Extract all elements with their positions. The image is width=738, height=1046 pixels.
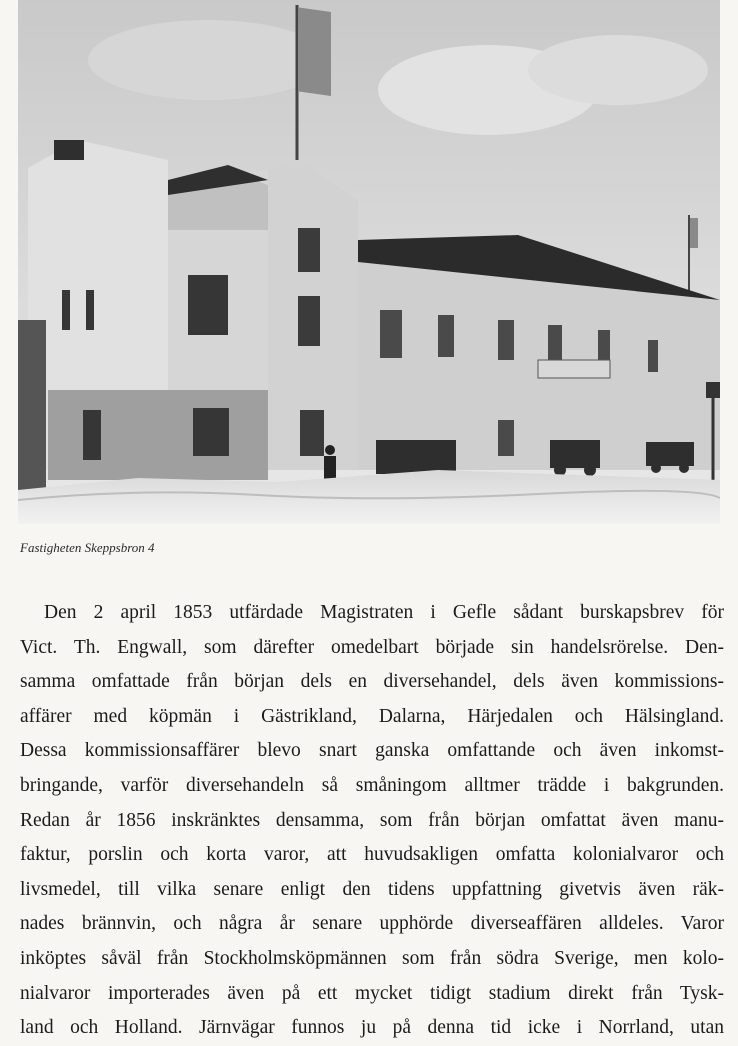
text-line: nialvaror importerades även på ett mycket tidigt stadium direkt från Tysk-: [20, 982, 724, 1004]
text-line: bringande, varför diversehandeln så småningom alltmer trädde i bakgrunden.: [20, 774, 724, 796]
text-line: nades brännvin, och några år senare upphörde diverseaffären alldeles. Varor: [20, 913, 724, 935]
text-line: affärer med köpmän i Gästrikland, Dalarna, Härjedalen och Hälsingland.: [20, 705, 724, 727]
text-line: livsmedel, till vilka senare enligt den tidens uppfattning givetvis även räk-: [20, 878, 724, 900]
flag-icon: [299, 7, 331, 95]
text-line: faktur, porslin och korta varor, att huvudsakligen omfatta kolonialvaror och: [20, 844, 724, 866]
building-photo: [18, 0, 720, 524]
text-line: Dessa kommissionsaffärer blevo snart ganska omfattande och även inkomst-: [20, 740, 724, 762]
body-paragraph: [20, 596, 724, 1046]
text-line: Vict. Th. Engwall, som därefter omedelbart började sin handelsrörelse. Den-: [20, 636, 724, 658]
text-line: samma omfattade från början dels en diversehandel, dels även kommissions-: [20, 671, 724, 693]
text-line: land och Holland. Järnvägar funnos ju på denna tid icke i Norrland, utan: [20, 1017, 724, 1039]
text-line: Redan år 1856 inskränktes densamma, som från början omfattat även manu-: [20, 809, 724, 831]
text-line: inköptes såväl från Stockholmsköpmännen som från södra Sverige, men kolo-: [20, 947, 724, 969]
text-line: Den 2 april 1853 utfärdade Magistraten i Gefle sådant burskapsbrev för: [44, 602, 724, 623]
photo-caption: Fastigheten Skeppsbron 4: [20, 540, 155, 555]
